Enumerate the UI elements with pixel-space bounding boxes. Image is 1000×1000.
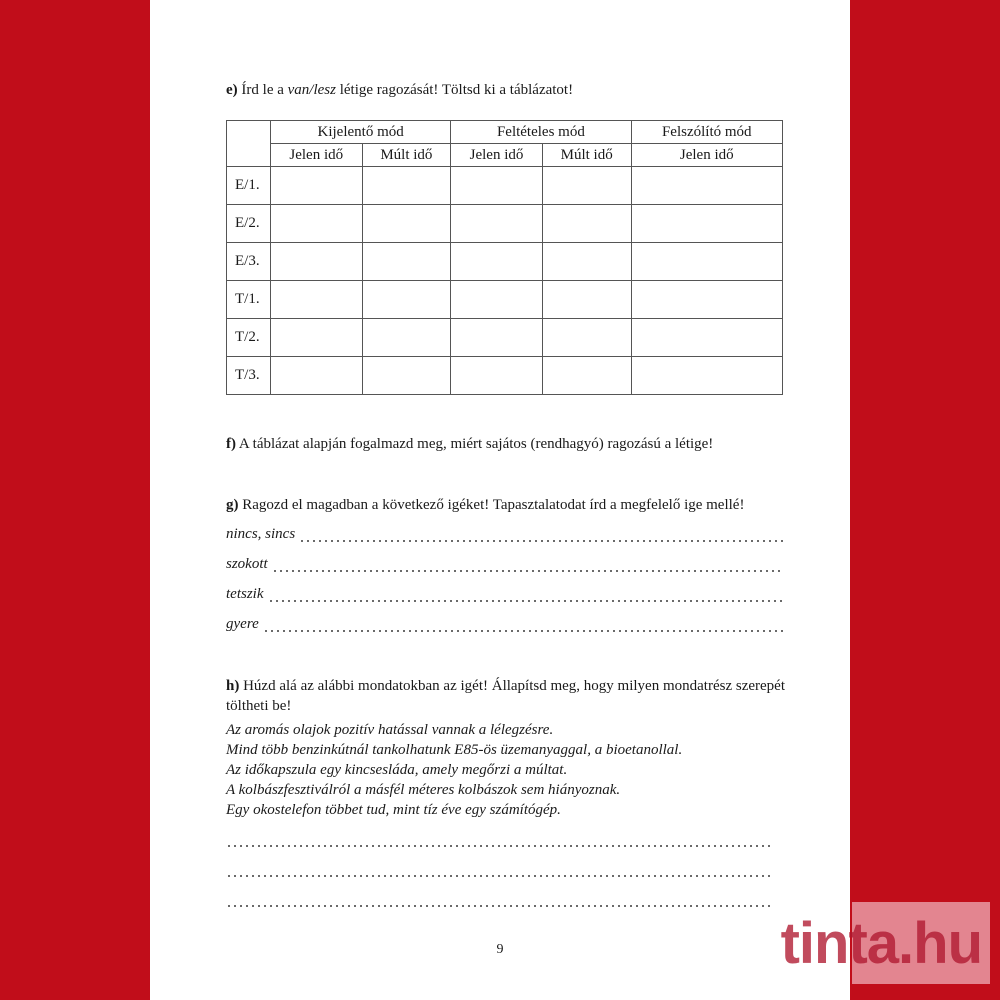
sentence: Az aromás olajok pozitív hatással vannak a lélegzésre. <box>226 722 554 738</box>
task-f-instruction <box>226 434 786 454</box>
mood-header-conditional: Feltételes mód <box>451 121 631 144</box>
table-row <box>227 357 783 395</box>
answer-cell[interactable] <box>631 167 782 205</box>
answer-cell[interactable] <box>631 319 782 357</box>
verb-answer-line[interactable] <box>226 614 784 634</box>
table-row <box>227 319 783 357</box>
answer-cell[interactable] <box>362 319 451 357</box>
task-f-text: A táblázat alapján fogalmazd meg, miért sajátos (rendhagyó) ragozású a létige! <box>236 436 714 452</box>
answer-cell[interactable] <box>542 357 631 395</box>
verb-answer-line[interactable] <box>226 554 784 574</box>
sentence: A kolbászfesztiválról a másfél méteres kolbászok sem hiányoznak. <box>226 782 621 798</box>
answer-cell[interactable] <box>362 281 451 319</box>
tense-header: Múlt idő <box>362 144 451 167</box>
task-e-instruction <box>226 80 786 100</box>
tense-header: Jelen idő <box>451 144 543 167</box>
task-h-instruction <box>226 676 788 716</box>
mood-header-indicative: Kijelentő mód <box>271 121 451 144</box>
verb-answer-line[interactable] <box>226 584 784 604</box>
answer-cell[interactable] <box>451 319 543 357</box>
sentence: Mind több benzinkútnál tankolhatunk E85-ös üzemanyaggal, a bioetanollal. <box>226 742 683 758</box>
answer-cell[interactable] <box>451 357 543 395</box>
task-e-letter: e) <box>226 82 238 98</box>
answer-dotted-line[interactable] <box>226 875 774 877</box>
dotted-line <box>263 630 784 632</box>
row-label: E/3. <box>227 243 271 281</box>
answer-cell[interactable] <box>631 243 782 281</box>
answer-cell[interactable] <box>451 281 543 319</box>
task-f-letter: f) <box>226 436 236 452</box>
tense-header: Jelen idő <box>271 144 363 167</box>
answer-cell[interactable] <box>271 281 363 319</box>
page <box>150 0 850 1000</box>
tinta-logo <box>780 902 990 984</box>
tense-header: Múlt idő <box>542 144 631 167</box>
verb-label: tetszik <box>226 586 264 602</box>
table-corner-cell <box>227 121 271 167</box>
row-label: T/2. <box>227 319 271 357</box>
task-h-letter: h) <box>226 678 240 694</box>
answer-cell[interactable] <box>271 205 363 243</box>
task-g-letter: g) <box>226 497 239 513</box>
row-label: T/3. <box>227 357 271 395</box>
row-label: T/1. <box>227 281 271 319</box>
page-number: 9 <box>496 942 504 957</box>
answer-cell[interactable] <box>631 357 782 395</box>
task-g-instruction <box>226 495 786 515</box>
answer-cell[interactable] <box>542 205 631 243</box>
task-e-text-after: létige ragozását! Töltsd ki a táblázatot! <box>335 82 574 98</box>
verb-label: szokott <box>226 556 268 572</box>
answer-cell[interactable] <box>362 357 451 395</box>
dotted-line <box>272 570 784 572</box>
sentence: Egy okostelefon többet tud, mint tíz éve egy számítógép. <box>226 802 561 818</box>
verb-label: gyere <box>226 616 259 632</box>
answer-dotted-line[interactable] <box>226 845 774 847</box>
answer-cell[interactable] <box>542 281 631 319</box>
task-e-italic: van/lesz <box>287 82 336 98</box>
answer-cell[interactable] <box>271 243 363 281</box>
answer-cell[interactable] <box>271 357 363 395</box>
task-e-text-before: Írd le a <box>237 82 288 98</box>
verb-label: nincs, sincs <box>226 526 296 542</box>
answer-cell[interactable] <box>451 243 543 281</box>
task-h-text: Húzd alá az alábbi mondatokban az igét! Állapítsd meg, hogy milyen mondatrész szerepét töltheti be! <box>226 678 785 714</box>
tense-header: Jelen idő <box>631 144 782 167</box>
answer-cell[interactable] <box>451 205 543 243</box>
answer-cell[interactable] <box>542 319 631 357</box>
answer-cell[interactable] <box>362 243 451 281</box>
answer-cell[interactable] <box>362 205 451 243</box>
dotted-line <box>299 540 784 542</box>
table-row <box>227 243 783 281</box>
sentence-list <box>226 720 786 820</box>
row-label: E/1. <box>227 167 271 205</box>
answer-dotted-line[interactable] <box>226 905 774 907</box>
table-row <box>227 281 783 319</box>
answer-cell[interactable] <box>542 243 631 281</box>
row-label: E/2. <box>227 205 271 243</box>
logo-text: tinta.hu <box>780 911 982 976</box>
answer-cell[interactable] <box>362 167 451 205</box>
answer-cell[interactable] <box>451 167 543 205</box>
answer-cell[interactable] <box>542 167 631 205</box>
dotted-line <box>268 600 785 602</box>
answer-cell[interactable] <box>271 167 363 205</box>
mood-header-imperative: Felszólító mód <box>631 121 782 144</box>
verb-answer-line[interactable] <box>226 524 784 544</box>
conjugation-table <box>226 120 783 395</box>
task-g-text: Ragozd el magadban a következő igéket! Tapasztalatodat írd a megfelelő ige mellé! <box>238 497 745 513</box>
sentence: Az időkapszula egy kincsesláda, amely megőrzi a múltat. <box>226 762 568 778</box>
table-row <box>227 167 783 205</box>
answer-cell[interactable] <box>631 281 782 319</box>
answer-cell[interactable] <box>631 205 782 243</box>
answer-cell[interactable] <box>271 319 363 357</box>
table-row <box>227 205 783 243</box>
